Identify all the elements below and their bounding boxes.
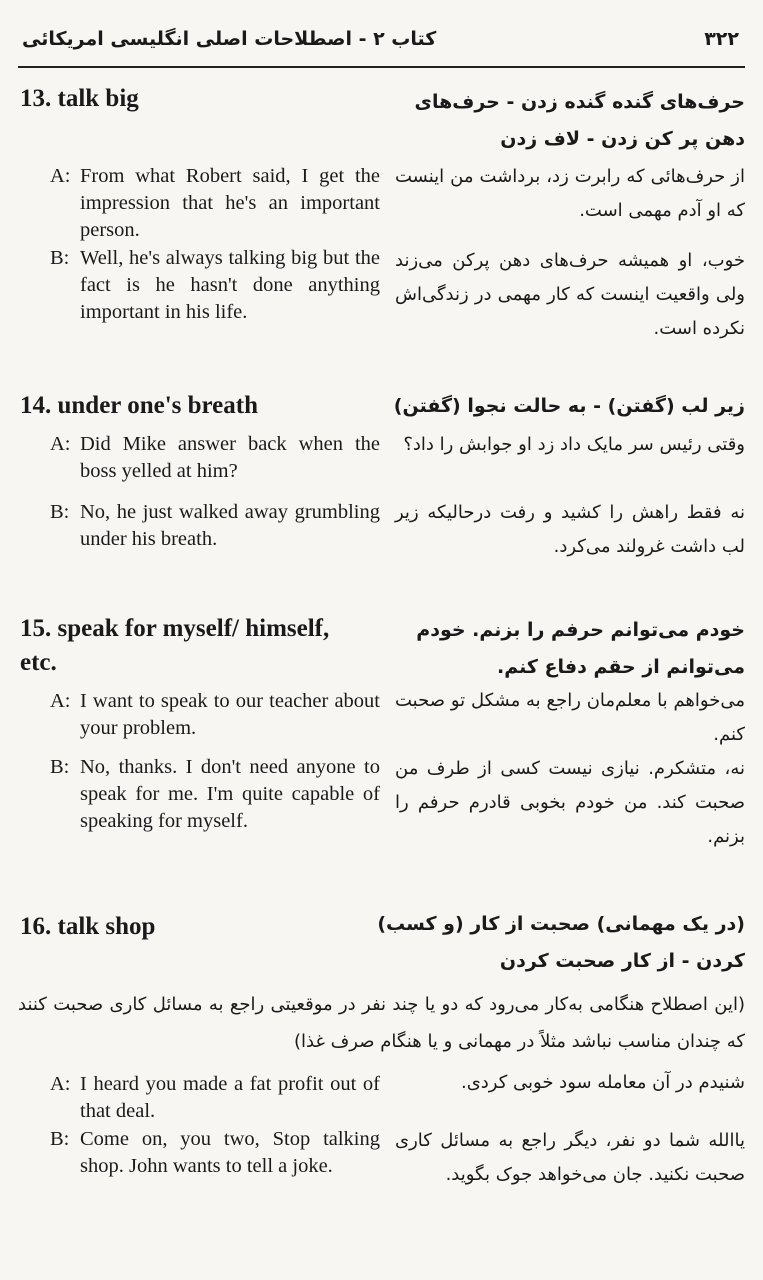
idiom-title-fa: خودم می‌توانم حرفم را بزنم. خودم می‌توانم از حقم دفاع کنم. (416, 619, 745, 678)
dialogue-line-b (50, 245, 380, 326)
speaker-a: A: (50, 1073, 71, 1095)
dialogue-text-b: No, he just walked away grumbling under his breath. (80, 501, 380, 550)
dialogue-line-b (50, 1126, 380, 1180)
speaker-b: B: (50, 501, 70, 523)
idiom-title-en: 16. talk shop (20, 913, 156, 940)
speaker-a: A: (50, 690, 71, 712)
dialogue-line-b (50, 754, 380, 835)
dialogue-line-a (50, 688, 380, 742)
page-number: ۳۲۲ (704, 28, 739, 50)
dialogue-line-a (50, 163, 380, 244)
translation-a: وقتی رئیس سر مایک داد زد او جوابش را داد؟ (403, 434, 745, 455)
speaker-b: B: (50, 756, 70, 778)
running-title: کتاب ۲ - اصطلاحات اصلی انگلیسی امریکائی (22, 28, 437, 50)
speaker-a: A: (50, 433, 71, 455)
dialogue-text-a: I want to speak to our teacher about your problem. (80, 690, 380, 739)
idiom-title-en: 13. talk big (20, 85, 139, 112)
dialogue-text-a: Did Mike answer back when the boss yelled at him? (80, 433, 380, 482)
speaker-b: B: (50, 247, 70, 269)
idiom-title-en: 14. under one's breath (20, 392, 259, 419)
idiom-title-fa: زیر لب (گفتن) - به حالت نجوا (گفتن) (393, 395, 745, 417)
page-header (18, 20, 745, 68)
translation-b: نه فقط راهش را کشید و رفت درحالیکه زیر لب داشت غرولند می‌کرد. (395, 502, 745, 557)
translation-a: شنیدم در آن معامله سود خوبی کردی. (460, 1072, 745, 1093)
speaker-a: A: (50, 165, 71, 187)
translation-b: نه، متشکرم. نیازی نیست کسی از طرف من صحبت کند. من خودم بخوبی قادرم حرفم را بزنم. (395, 758, 745, 847)
idiom-title-fa: حرف‌های گنده گنده زدن - حرف‌های دهن پر کن زدن - لاف زدن (414, 91, 745, 150)
speaker-b: B: (50, 1128, 70, 1150)
dialogue-line-a (50, 1071, 380, 1125)
dialogue-text-a: From what Robert said, I get the impression that he's an important person. (80, 165, 380, 241)
dialogue-line-b (50, 499, 380, 553)
dialogue-text-b: No, thanks. I don't need anyone to speak for me. I'm quite capable of speaking for myself. (80, 756, 380, 832)
translation-a: می‌خواهم با معلم‌مان راجع به مشکل تو صحبت کنم. (395, 690, 745, 745)
idiom-title-fa: (در یک مهمانی) صحبت از کار (و کسب) کردن - از کار صحبت کردن (377, 913, 745, 972)
translation-b: خوب، او همیشه حرف‌های دهن پرکن می‌زند ولی واقعیت اینست که کار مهمی در زندگی‌اش نکرده است. (395, 250, 745, 339)
translation-a: از حرف‌هائی که رابرت زد، برداشت من اینست که او آدم مهمی است. (395, 166, 745, 221)
idiom-title-en-text: 15. speak for myself/ himself, etc. (20, 615, 330, 676)
dialogue-text-a: I heard you made a fat profit out of that deal. (80, 1073, 380, 1122)
translation-b: یاالله شما دو نفر، دیگر راجع به مسائل کاری صحبت نکنید. جان می‌خواهد جوک بگوید. (395, 1130, 745, 1185)
usage-note: (این اصطلاح هنگامی به‌کار می‌رود که دو یا چند نفر در موقعیتی راجع به مسائل کاری صحبت کنند که چندان مناسب نباشد مثلاً در مهمانی و یا هنگام صرف غذا) (18, 994, 745, 1052)
dialogue-text-b: Come on, you two, Stop talking shop. John wants to tell a joke. (80, 1128, 380, 1177)
dialogue-text-b: Well, he's always talking big but the fact is he hasn't done anything important in his life. (80, 247, 380, 323)
idiom-title-en (20, 612, 365, 680)
dialogue-line-a (50, 431, 380, 485)
